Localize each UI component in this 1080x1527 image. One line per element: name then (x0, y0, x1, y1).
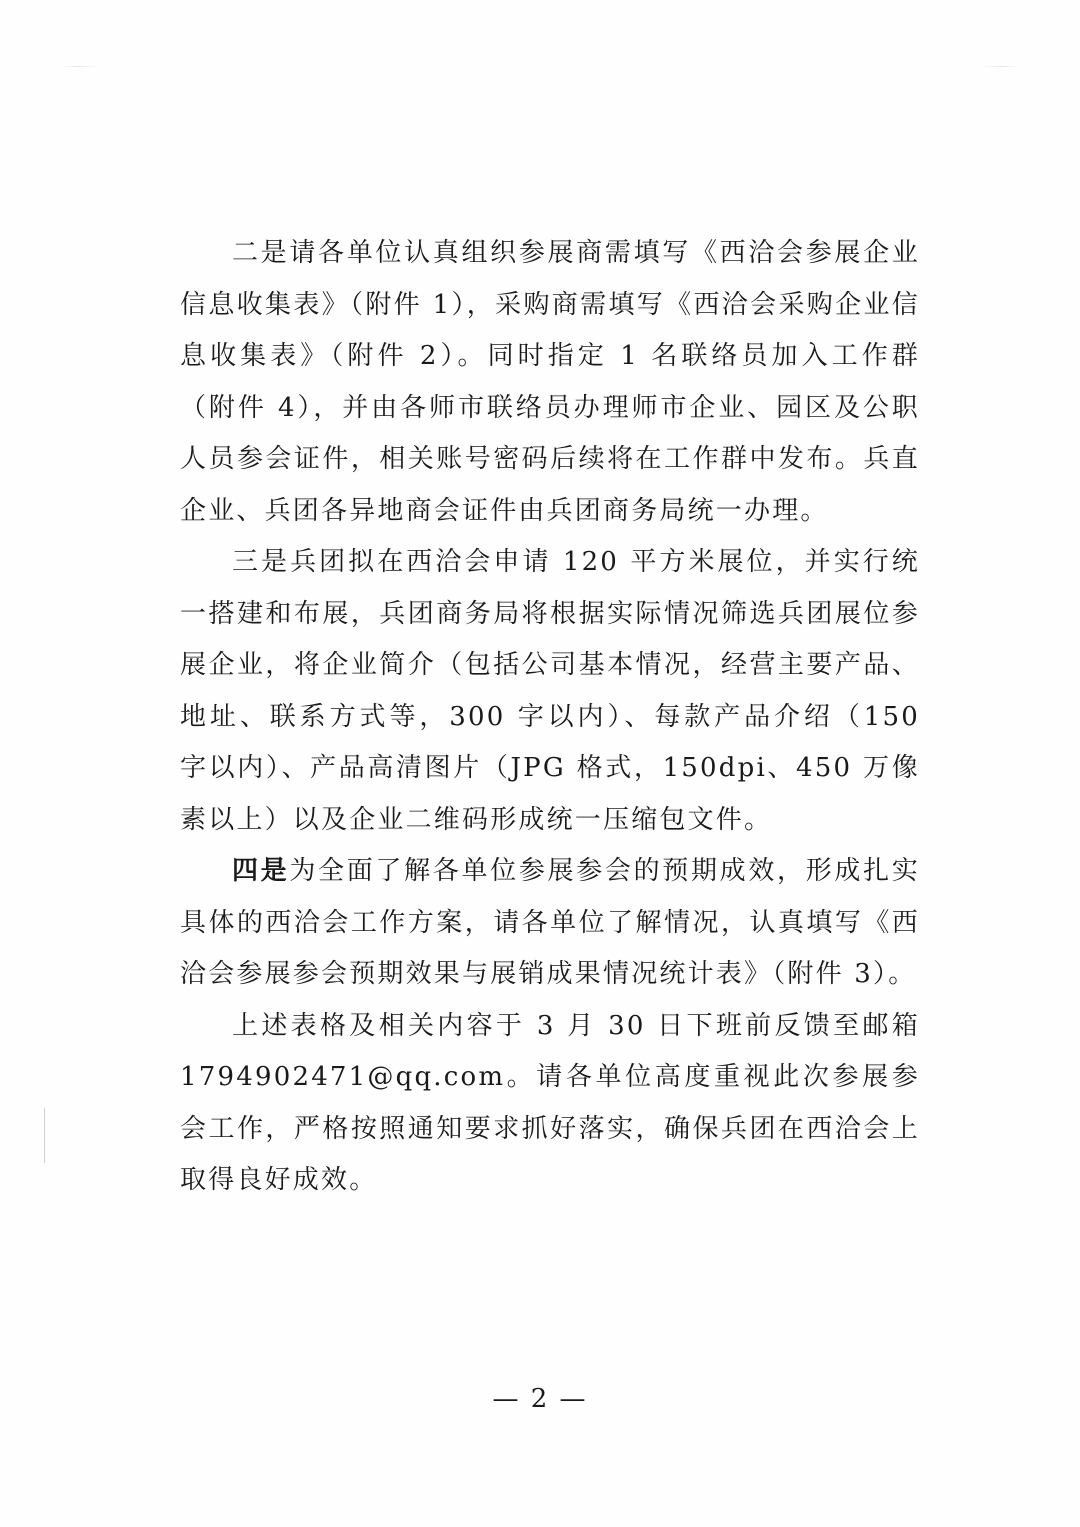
paragraph-lead: 二是 (232, 238, 290, 268)
page-number: — 2 — (492, 1384, 588, 1414)
paragraph-lead: 三是 (232, 547, 291, 577)
document-body (180, 228, 920, 1207)
paragraph-text: 为全面了解各单位参展参会的预期成效，形成扎实具体的西洽会工作方案，请各单位了解情况，认真填写《西洽会参展参会预期效果与展销成果情况统计表》（附件 3）。 (180, 856, 920, 989)
scan-artifact (60, 66, 1020, 67)
paragraph-text: 请各单位认真组织参展商需填写《西洽会参展企业信息收集表》（附件 1），采购商需填写《西洽会采购企业信息收集表》（附件 2）。同时指定 1 名联络员加入工作群（附件 4），并由各师市联络员办理师市企业、园区及公职人员参会证件，相关账号密码后续将在工作群中发布。兵直企业、兵团各异地商会证件由兵团商务局统一办理。 (180, 238, 920, 526)
scan-artifact (44, 1108, 45, 1163)
paragraph-item-3 (180, 537, 920, 846)
paragraph-item-4 (180, 846, 920, 1001)
paragraph-closing (180, 1001, 920, 1207)
paragraph-lead: 四是 (232, 856, 290, 886)
paragraph-item-2 (180, 228, 920, 537)
paragraph-text: 兵团拟在西洽会申请 120 平方米展位，并实行统一搭建和布展，兵团商务局将根据实际情况筛选兵团展位参展企业，将企业简介（包括公司基本情况，经营主要产品、地址、联系方式等，300 字以内）、每款产品介绍（150 字以内）、产品高清图片（JPG 格式，150dpi、450 万像素以上）以及企业二维码形成统一压缩包文件。 (180, 547, 920, 835)
paragraph-text: 上述表格及相关内容于 3 月 30 日下班前反馈至邮箱 1794902471@qq.com。请各单位高度重视此次参展参会工作，严格按照通知要求抓好落实，确保兵团在西洽会上取得良好成效。 (180, 1010, 920, 1195)
